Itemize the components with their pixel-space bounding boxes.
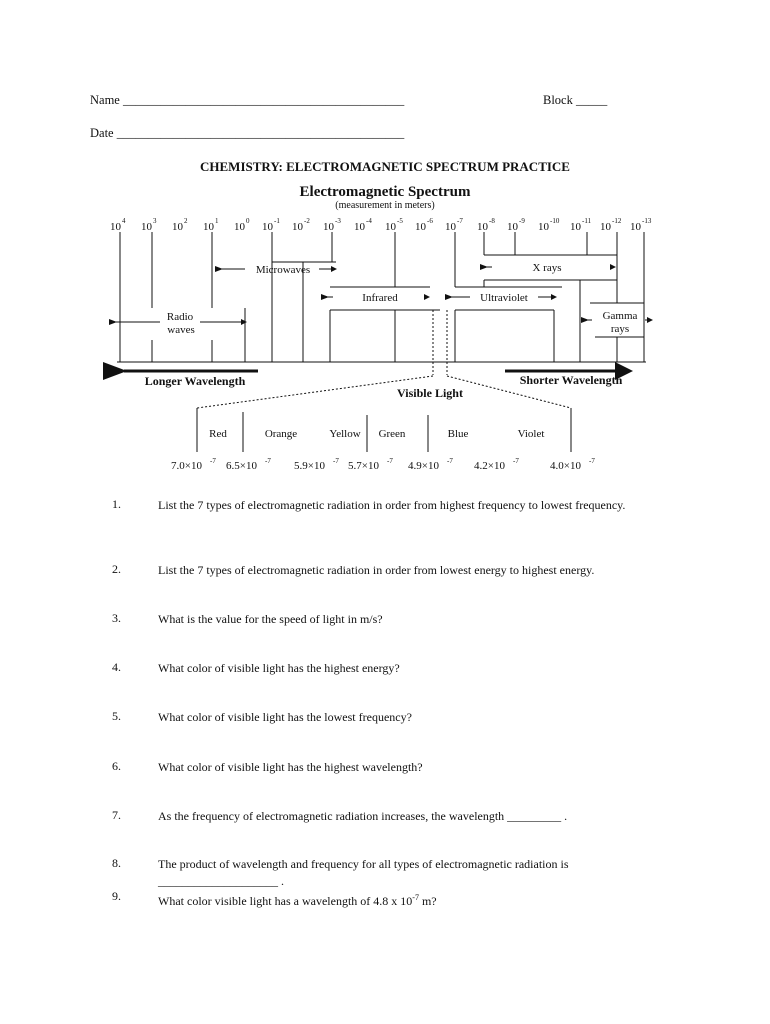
tick-label-exponent: -12 — [612, 217, 622, 225]
tick-label-base: 10 — [141, 221, 152, 233]
color-label-green: Green — [378, 428, 406, 440]
tick-label-base: 10 — [600, 221, 611, 233]
infrared-label: Infrared — [362, 292, 398, 304]
date-blank[interactable]: ______________________________________________ — [116, 126, 405, 140]
tick-label-base: 10 — [385, 221, 396, 233]
tick-label-base: 10 — [538, 221, 549, 233]
tick-label-exponent: 1 — [215, 217, 219, 225]
question-text — [158, 889, 668, 910]
visible-value-mantissa: 5.7×10 — [348, 460, 379, 472]
question-number: 5. — [112, 709, 121, 723]
question-text: List the 7 types of electromagnetic radiation in order from lowest energy to highest energy. — [158, 563, 595, 577]
tick-label-base: 10 — [354, 221, 365, 233]
visible-wavelength-values — [171, 457, 595, 472]
visible-value-exponent: -7 — [387, 457, 393, 465]
question-number: 4. — [112, 660, 121, 674]
color-label-blue: Blue — [447, 428, 469, 440]
tick-label-exponent: 4 — [122, 217, 126, 225]
visible-value-mantissa: 4.2×10 — [474, 460, 505, 472]
tick-label-exponent: 3 — [153, 217, 157, 225]
figure-subheading: (measurement in meters) — [335, 200, 435, 211]
name-label: Name — [90, 93, 120, 107]
tick-label-exponent: -6 — [427, 217, 433, 225]
band-boxes — [117, 255, 646, 375]
question-text: What color of visible light has the highest energy? — [158, 661, 400, 675]
tick-label-exponent: -3 — [335, 217, 341, 225]
page-title: CHEMISTRY: ELECTROMAGNETIC SPECTRUM PRACTICE — [200, 159, 570, 174]
tick-label-base: 10 — [110, 221, 121, 233]
tick-label-base: 10 — [323, 221, 334, 233]
name-blank[interactable]: _____________________________________________ — [122, 93, 405, 107]
tick-label-exponent: -7 — [457, 217, 463, 225]
tick-label-exponent: -1 — [274, 217, 280, 225]
ultraviolet-label: Ultraviolet — [480, 292, 528, 304]
visible-value-mantissa: 4.9×10 — [408, 460, 439, 472]
tick-label-base: 10 — [262, 221, 273, 233]
question-number: 9. — [112, 889, 121, 903]
tick-label-base: 10 — [172, 221, 183, 233]
tick-label-base: 10 — [477, 221, 488, 233]
tick-label-exponent: -9 — [519, 217, 525, 225]
question-text: What color of visible light has the highest wavelength? — [158, 760, 423, 774]
question-text-end: m? — [418, 894, 437, 908]
visible-value-exponent: -7 — [447, 457, 453, 465]
question-text: What is the value for the speed of light in m/s? — [158, 612, 383, 626]
visible-value-mantissa: 6.5×10 — [226, 460, 257, 472]
tick-label-exponent: -8 — [489, 217, 495, 225]
color-label-orange: Orange — [264, 428, 298, 440]
visible-value-exponent: -7 — [333, 457, 339, 465]
tick-label-exponent: -4 — [366, 217, 372, 225]
radio-label-line2: waves — [167, 324, 195, 336]
tick-label-base: 10 — [415, 221, 426, 233]
tick-label-exponent: 2 — [184, 217, 188, 225]
question-number: 3. — [112, 611, 121, 625]
question-text-exponent: -7 — [412, 893, 419, 902]
visible-value-exponent: -7 — [265, 457, 271, 465]
question-text: What color of visible light has the lowest frequency? — [158, 710, 412, 724]
tick-label-base: 10 — [630, 221, 641, 233]
tick-label-base: 10 — [203, 221, 214, 233]
tick-label-base: 10 — [234, 221, 245, 233]
color-label-red: Red — [209, 428, 227, 440]
tick-label-exponent: -13 — [642, 217, 652, 225]
visible-color-labels — [209, 428, 544, 440]
figure-heading: Electromagnetic Spectrum — [299, 184, 471, 200]
question-number: 6. — [112, 759, 121, 773]
longer-wavelength-label: Longer Wavelength — [144, 374, 246, 388]
visible-value-mantissa: 7.0×10 — [171, 460, 202, 472]
xrays-label: X rays — [532, 262, 562, 274]
question-text-main: What color visible light has a wavelength of 4.8 x 10 — [158, 894, 413, 908]
visible-value-exponent: -7 — [210, 457, 216, 465]
question-number: 1. — [112, 497, 121, 511]
color-label-yellow: Yellow — [329, 428, 361, 440]
visible-value-mantissa: 4.0×10 — [550, 460, 581, 472]
question-text: List the 7 types of electromagnetic radiation in order from highest frequency to lowest frequency. — [158, 498, 626, 512]
gamma-label-line1: Gamma — [602, 310, 638, 322]
radio-label-line1: Radio — [166, 311, 194, 323]
question-number: 8. — [112, 856, 121, 870]
visible-value-exponent: -7 — [589, 457, 595, 465]
color-label-violet: Violet — [517, 428, 545, 440]
question-number: 2. — [112, 562, 121, 576]
question-text: The product of wavelength and frequency for all types of electromagnetic radiation is ____________________ . — [158, 857, 569, 888]
tick-label-base: 10 — [292, 221, 303, 233]
question-text: As the frequency of electromagnetic radiation increases, the wavelength _________ . — [158, 809, 568, 823]
microwaves-label: Microwaves — [255, 264, 311, 276]
visible-value-exponent: -7 — [513, 457, 519, 465]
visible-light-label: Visible Light — [397, 386, 463, 400]
tick-label-base: 10 — [507, 221, 518, 233]
tick-label-exponent: -11 — [582, 217, 592, 225]
block-blank[interactable]: _____ — [575, 93, 608, 107]
shorter-wavelength-label: Shorter Wavelength — [519, 373, 623, 387]
tick-label-exponent: -2 — [304, 217, 310, 225]
tick-label-exponent: -5 — [397, 217, 403, 225]
tick-label-exponent: 0 — [246, 217, 250, 225]
question-number: 7. — [112, 808, 121, 822]
date-label: Date — [90, 126, 114, 140]
wavelength-tick-labels — [110, 217, 652, 233]
gamma-label-line2: rays — [610, 323, 630, 335]
tick-label-base: 10 — [445, 221, 456, 233]
visible-value-mantissa: 5.9×10 — [294, 460, 325, 472]
block-label: Block — [543, 93, 573, 107]
tick-label-base: 10 — [570, 221, 581, 233]
tick-label-exponent: -10 — [550, 217, 560, 225]
